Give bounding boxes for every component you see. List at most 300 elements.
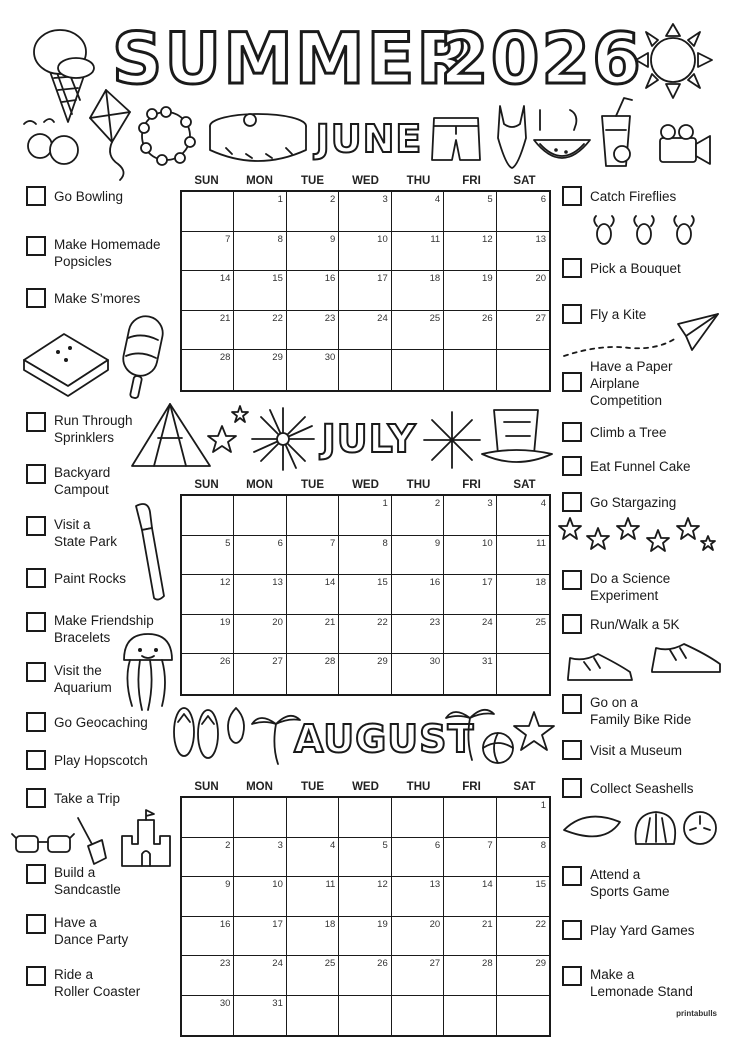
day-number: 4 bbox=[434, 194, 441, 205]
checkbox[interactable] bbox=[26, 288, 46, 308]
task-label: Go Bowling bbox=[54, 189, 124, 204]
task-eat-funnel-cake[interactable] bbox=[562, 456, 691, 476]
task-label: Make Homemade Popsicles bbox=[54, 237, 161, 269]
checkbox[interactable] bbox=[26, 864, 46, 884]
calendar-day-cell[interactable] bbox=[287, 192, 339, 232]
checkbox[interactable] bbox=[562, 372, 582, 392]
shovel-icon bbox=[68, 812, 108, 868]
calendar-empty-cell bbox=[497, 654, 549, 694]
calendar-day-cell[interactable] bbox=[444, 956, 496, 996]
day-number: 31 bbox=[272, 997, 283, 1009]
weekday-label: WED bbox=[352, 175, 379, 187]
checkbox[interactable] bbox=[562, 186, 582, 206]
day-number: 26 bbox=[219, 656, 231, 667]
sneakers-icon bbox=[564, 640, 724, 684]
day-number: 30 bbox=[219, 997, 231, 1009]
calendar-day-cell[interactable] bbox=[497, 496, 549, 536]
calendar-day-cell[interactable] bbox=[339, 575, 391, 615]
day-number: 11 bbox=[325, 879, 336, 890]
day-number: 28 bbox=[219, 352, 231, 363]
calendar-day-cell[interactable] bbox=[287, 956, 339, 996]
day-number: 2 bbox=[225, 839, 231, 851]
task-pick-a-bouquet[interactable] bbox=[562, 258, 681, 278]
task-attend-a-sports-game[interactable] bbox=[562, 866, 670, 900]
weekday-label: THU bbox=[406, 175, 431, 187]
calendar-day-cell[interactable] bbox=[287, 311, 339, 351]
task-run-through-sprinklers[interactable] bbox=[26, 412, 133, 446]
calendar-day-cell[interactable] bbox=[234, 192, 286, 232]
day-number: 1 bbox=[277, 194, 283, 205]
seashell-icon bbox=[222, 704, 250, 756]
calendar-day-cell[interactable] bbox=[339, 956, 391, 996]
checkbox[interactable] bbox=[26, 568, 46, 588]
weekday-label: TUE bbox=[301, 175, 324, 187]
day-number: 8 bbox=[382, 537, 388, 549]
day-number: 21 bbox=[482, 918, 493, 930]
calendar-empty-cell bbox=[182, 192, 234, 232]
task-label: Visit a Museum bbox=[590, 743, 683, 758]
day-number: 23 bbox=[429, 616, 441, 628]
calendar-day-cell[interactable] bbox=[392, 917, 444, 957]
day-number: 13 bbox=[429, 879, 441, 890]
task-label: Attend a Sports Game bbox=[590, 867, 670, 899]
checkbox[interactable] bbox=[26, 612, 46, 632]
checkbox[interactable] bbox=[562, 570, 582, 590]
task-build-a-sandcastle[interactable] bbox=[26, 864, 121, 898]
day-number: 16 bbox=[429, 577, 441, 588]
day-number: 3 bbox=[277, 839, 283, 851]
day-number: 18 bbox=[429, 273, 441, 284]
day-number: 19 bbox=[377, 918, 388, 930]
calendar-day-cell[interactable] bbox=[497, 232, 549, 272]
month-title-august: AUGUST bbox=[294, 717, 475, 761]
calendar-empty-cell bbox=[444, 798, 496, 838]
day-number: 12 bbox=[482, 233, 493, 245]
calendar-day-cell[interactable] bbox=[444, 192, 496, 232]
task-play-yard-games[interactable] bbox=[562, 920, 695, 940]
calendar-day-cell[interactable] bbox=[182, 575, 234, 615]
task-visit-a-state-park[interactable] bbox=[26, 516, 117, 550]
task-label: Have a Paper Airplane Competition bbox=[590, 359, 673, 408]
calendar-week-row bbox=[182, 271, 549, 311]
task-ride-a-roller-coaster[interactable] bbox=[26, 966, 140, 1000]
checkbox[interactable] bbox=[26, 966, 46, 986]
day-number: 25 bbox=[535, 616, 547, 628]
day-number: 10 bbox=[272, 879, 283, 890]
task-make-friendship-bracelets[interactable] bbox=[26, 612, 154, 646]
task-climb-a-tree[interactable] bbox=[562, 422, 667, 442]
calendar-day-cell[interactable] bbox=[234, 956, 286, 996]
calendar-day-cell[interactable] bbox=[339, 838, 391, 878]
starfish-icon bbox=[512, 710, 556, 754]
calendar-empty-cell bbox=[392, 798, 444, 838]
calendar-day-cell[interactable] bbox=[444, 311, 496, 351]
checkbox[interactable] bbox=[562, 422, 582, 442]
calendar-day-cell[interactable] bbox=[182, 271, 234, 311]
calendar-day-cell[interactable] bbox=[287, 654, 339, 694]
task-family-bike-ride[interactable] bbox=[562, 694, 691, 728]
day-number: 26 bbox=[482, 312, 493, 324]
calendar-day-cell[interactable] bbox=[182, 232, 234, 272]
calendar-day-cell[interactable] bbox=[234, 838, 286, 878]
calendar-day-cell[interactable] bbox=[339, 654, 391, 694]
calendar-day-cell[interactable] bbox=[182, 350, 234, 390]
weekday-label: THU bbox=[406, 479, 431, 491]
calendar-day-cell[interactable] bbox=[392, 575, 444, 615]
day-number: 5 bbox=[487, 194, 493, 205]
task-take-a-trip[interactable] bbox=[26, 788, 120, 808]
calendar-day-cell[interactable] bbox=[444, 917, 496, 957]
task-run-walk-a-5k[interactable] bbox=[562, 614, 680, 634]
calendar-day-cell[interactable] bbox=[182, 311, 234, 351]
day-number: 30 bbox=[429, 656, 441, 667]
checkbox[interactable] bbox=[26, 236, 46, 256]
task-make-homemade-popsicles[interactable] bbox=[26, 236, 161, 270]
calendar-day-cell[interactable] bbox=[182, 654, 234, 694]
bracelet-icon bbox=[136, 104, 196, 168]
day-number: 3 bbox=[382, 194, 388, 205]
calendar-week-row bbox=[182, 350, 549, 390]
calendar-empty-cell bbox=[497, 350, 549, 390]
calendar-week-row bbox=[182, 798, 549, 838]
sun-icon bbox=[628, 18, 718, 108]
calendar-empty-cell bbox=[444, 350, 496, 390]
day-number: 12 bbox=[219, 577, 231, 588]
day-number: 8 bbox=[540, 839, 547, 851]
calendar-empty-cell bbox=[339, 798, 391, 838]
calendar-week-row bbox=[182, 917, 549, 957]
calendar-day-cell[interactable] bbox=[339, 877, 391, 917]
calendar-day-cell[interactable] bbox=[444, 575, 496, 615]
calendar-week-row bbox=[182, 536, 549, 576]
calendar-day-cell[interactable] bbox=[287, 232, 339, 272]
task-catch-fireflies[interactable] bbox=[562, 186, 676, 206]
task-label: Go Stargazing bbox=[590, 495, 677, 510]
fireflies-icon bbox=[588, 212, 698, 252]
calendar-day-cell[interactable] bbox=[287, 350, 339, 390]
task-go-bowling[interactable] bbox=[26, 186, 123, 206]
checkbox[interactable] bbox=[26, 186, 46, 206]
calendar-day-cell[interactable] bbox=[287, 271, 339, 311]
day-number: 8 bbox=[277, 233, 283, 245]
calendar-day-cell[interactable] bbox=[234, 654, 286, 694]
task-go-stargazing[interactable] bbox=[562, 492, 676, 512]
sandwich-icon bbox=[16, 320, 116, 400]
day-number: 28 bbox=[482, 958, 493, 969]
task-go-geocaching[interactable] bbox=[26, 712, 148, 732]
checkbox[interactable] bbox=[562, 304, 582, 324]
task-paint-rocks[interactable] bbox=[26, 568, 126, 588]
flip-flops-icon bbox=[170, 704, 224, 762]
calendar-day-cell[interactable] bbox=[392, 232, 444, 272]
day-number: 16 bbox=[324, 273, 336, 284]
day-number: 1 bbox=[382, 498, 388, 509]
calendar-day-cell[interactable] bbox=[497, 536, 549, 576]
day-number: 23 bbox=[219, 958, 231, 969]
day-number: 6 bbox=[434, 839, 441, 851]
calendar-empty-cell bbox=[182, 496, 234, 536]
weekday-label: FRI bbox=[462, 781, 481, 793]
day-number: 30 bbox=[324, 352, 336, 363]
task-label: Collect Seashells bbox=[590, 781, 694, 796]
task-label: Paint Rocks bbox=[54, 571, 127, 586]
day-number: 5 bbox=[225, 537, 231, 549]
checkbox[interactable] bbox=[26, 914, 46, 934]
day-number: 17 bbox=[272, 918, 283, 930]
calendar-day-cell[interactable] bbox=[392, 192, 444, 232]
calendar-day-cell[interactable] bbox=[287, 615, 339, 655]
calendar-day-cell[interactable] bbox=[392, 496, 444, 536]
calendar-day-cell[interactable] bbox=[234, 536, 286, 576]
weekday-label: SUN bbox=[194, 175, 219, 187]
task-visit-a-museum[interactable] bbox=[562, 740, 682, 760]
calendar-day-cell[interactable] bbox=[287, 536, 339, 576]
task-label: Go Geocaching bbox=[54, 715, 148, 730]
day-number: 17 bbox=[377, 273, 388, 284]
day-number: 19 bbox=[482, 273, 493, 284]
calendar-day-cell[interactable] bbox=[444, 654, 496, 694]
calendar-day-cell[interactable] bbox=[339, 311, 391, 351]
day-number: 13 bbox=[272, 577, 283, 588]
calendar-day-cell[interactable] bbox=[234, 877, 286, 917]
checkbox[interactable] bbox=[562, 920, 582, 940]
day-number: 3 bbox=[487, 498, 493, 509]
calendar-day-cell[interactable] bbox=[444, 615, 496, 655]
calendar-day-cell[interactable] bbox=[444, 838, 496, 878]
calendar-day-cell[interactable] bbox=[339, 917, 391, 957]
day-number: 13 bbox=[535, 233, 547, 245]
day-number: 16 bbox=[219, 918, 231, 930]
task-label: Visit the Aquarium bbox=[54, 663, 112, 695]
paintbrush-icon bbox=[120, 500, 170, 604]
calendar-day-cell[interactable] bbox=[444, 877, 496, 917]
checkbox[interactable] bbox=[562, 966, 582, 986]
day-number: 27 bbox=[535, 312, 547, 324]
task-label: Backyard Campout bbox=[54, 465, 111, 497]
checkbox[interactable] bbox=[562, 614, 582, 634]
checkbox[interactable] bbox=[26, 516, 46, 536]
checkbox[interactable] bbox=[26, 750, 46, 770]
task-label: Catch Fireflies bbox=[590, 189, 677, 204]
task-paper-airplane-competition[interactable] bbox=[562, 358, 673, 409]
task-label: Make Friendship Bracelets bbox=[54, 613, 154, 645]
weekday-label: TUE bbox=[301, 479, 324, 491]
calendar-day-cell[interactable] bbox=[182, 996, 234, 1036]
calendar-day-cell[interactable] bbox=[234, 996, 286, 1036]
day-number: 7 bbox=[330, 537, 336, 549]
checkbox[interactable] bbox=[562, 456, 582, 476]
day-number: 20 bbox=[429, 918, 441, 930]
task-label: Take a Trip bbox=[54, 791, 121, 806]
checkbox[interactable] bbox=[26, 464, 46, 484]
calendar-empty-cell bbox=[234, 496, 286, 536]
day-number: 6 bbox=[540, 194, 547, 205]
camera-icon bbox=[654, 122, 716, 170]
task-backyard-campout[interactable] bbox=[26, 464, 110, 498]
star-icon bbox=[558, 514, 718, 560]
calendar-day-cell[interactable] bbox=[234, 575, 286, 615]
day-number: 10 bbox=[482, 537, 493, 549]
checkbox[interactable] bbox=[562, 492, 582, 512]
calendar-day-cell[interactable] bbox=[339, 232, 391, 272]
weekday-label: MON bbox=[246, 781, 273, 793]
checkbox[interactable] bbox=[562, 866, 582, 886]
day-number: 22 bbox=[535, 918, 547, 930]
calendar-day-cell[interactable] bbox=[287, 838, 339, 878]
hat-icon bbox=[480, 402, 560, 468]
calendar-day-cell[interactable] bbox=[287, 575, 339, 615]
task-have-a-dance-party[interactable] bbox=[26, 914, 128, 948]
calendar-day-cell[interactable] bbox=[392, 271, 444, 311]
checkbox[interactable] bbox=[562, 778, 582, 798]
day-number: 7 bbox=[225, 233, 231, 245]
swim-trunks-icon bbox=[428, 114, 484, 166]
calendar-day-cell[interactable] bbox=[234, 350, 286, 390]
calendar-day-cell[interactable] bbox=[497, 615, 549, 655]
task-label: Play Hopscotch bbox=[54, 753, 148, 768]
day-number: 5 bbox=[382, 839, 388, 851]
task-label: Eat Funnel Cake bbox=[590, 459, 691, 474]
calendar-day-cell[interactable] bbox=[182, 877, 234, 917]
calendar-day-cell[interactable] bbox=[497, 798, 549, 838]
calendar-day-cell[interactable] bbox=[182, 917, 234, 957]
calendar-day-cell[interactable] bbox=[339, 192, 391, 232]
calendar-day-cell[interactable] bbox=[234, 311, 286, 351]
day-number: 1 bbox=[540, 800, 547, 811]
day-number: 4 bbox=[330, 839, 336, 851]
checkbox[interactable] bbox=[562, 258, 582, 278]
calendar-day-cell[interactable] bbox=[444, 271, 496, 311]
calendar-grid bbox=[180, 796, 551, 1037]
calendar-day-cell[interactable] bbox=[497, 956, 549, 996]
calendar-empty-cell bbox=[392, 350, 444, 390]
calendar-day-cell[interactable] bbox=[234, 232, 286, 272]
day-number: 18 bbox=[535, 577, 547, 588]
checkbox[interactable] bbox=[26, 662, 46, 682]
calendar-day-cell[interactable] bbox=[392, 838, 444, 878]
calendar-week-row bbox=[182, 654, 549, 694]
calendar-week-row bbox=[182, 877, 549, 917]
checkbox[interactable] bbox=[26, 412, 46, 432]
calendar-empty-cell bbox=[234, 798, 286, 838]
task-fly-a-kite[interactable] bbox=[562, 304, 646, 324]
day-number: 29 bbox=[377, 656, 388, 667]
calendar-day-cell[interactable] bbox=[234, 917, 286, 957]
calendar-week-row bbox=[182, 615, 549, 655]
calendar-day-cell[interactable] bbox=[392, 536, 444, 576]
day-number: 18 bbox=[324, 918, 336, 930]
calendar-day-cell[interactable] bbox=[234, 615, 286, 655]
task-make-smores[interactable] bbox=[26, 288, 140, 308]
task-label: Go on a Family Bike Ride bbox=[590, 695, 692, 727]
calendar-day-cell[interactable] bbox=[182, 956, 234, 996]
calendar-day-cell[interactable] bbox=[392, 615, 444, 655]
day-number: 20 bbox=[535, 273, 547, 284]
day-number: 19 bbox=[219, 616, 231, 628]
calendar-day-cell[interactable] bbox=[497, 838, 549, 878]
calendar-day-cell[interactable] bbox=[287, 877, 339, 917]
calendar-week-row bbox=[182, 496, 549, 536]
calendar-day-cell[interactable] bbox=[497, 917, 549, 957]
calendar-day-cell[interactable] bbox=[444, 536, 496, 576]
calendar-week-row bbox=[182, 311, 549, 351]
calendar-day-cell[interactable] bbox=[392, 311, 444, 351]
calendar-day-cell[interactable] bbox=[182, 615, 234, 655]
month-title-june: JUNE bbox=[315, 117, 423, 161]
fireworks-icon bbox=[420, 408, 484, 472]
checkbox[interactable] bbox=[562, 740, 582, 760]
calendar-day-cell[interactable] bbox=[392, 956, 444, 996]
task-visit-the-aquarium[interactable] bbox=[26, 662, 112, 696]
weekday-label: TUE bbox=[301, 781, 324, 793]
title-year: 2026 bbox=[440, 18, 643, 100]
calendar-day-cell[interactable] bbox=[339, 615, 391, 655]
calendar-day-cell[interactable] bbox=[234, 271, 286, 311]
checkbox[interactable] bbox=[26, 712, 46, 732]
calendar-empty-cell bbox=[182, 798, 234, 838]
task-make-a-lemonade-stand[interactable] bbox=[562, 966, 693, 1000]
day-number: 2 bbox=[330, 194, 336, 205]
calendar-day-cell[interactable] bbox=[497, 271, 549, 311]
day-number: 14 bbox=[324, 577, 336, 588]
kite-icon bbox=[14, 84, 134, 184]
calendar-day-cell[interactable] bbox=[392, 877, 444, 917]
calendar-day-cell[interactable] bbox=[392, 654, 444, 694]
calendar-day-cell[interactable] bbox=[287, 917, 339, 957]
task-play-hopscotch[interactable] bbox=[26, 750, 148, 770]
calendar-day-cell[interactable] bbox=[497, 575, 549, 615]
task-do-a-science-experiment[interactable] bbox=[562, 570, 670, 604]
task-collect-seashells[interactable] bbox=[562, 778, 694, 798]
calendar-empty-cell bbox=[287, 496, 339, 536]
calendar-day-cell[interactable] bbox=[339, 496, 391, 536]
calendar-day-cell[interactable] bbox=[339, 271, 391, 311]
weekday-label: SAT bbox=[513, 175, 536, 187]
calendar-day-cell[interactable] bbox=[182, 536, 234, 576]
lemonade-icon bbox=[596, 96, 636, 170]
calendar-grid bbox=[180, 190, 551, 392]
checkbox[interactable] bbox=[26, 788, 46, 808]
calendar-day-cell[interactable] bbox=[497, 877, 549, 917]
calendar-day-cell[interactable] bbox=[497, 311, 549, 351]
weekday-label: SAT bbox=[513, 479, 536, 491]
day-number: 14 bbox=[219, 273, 231, 284]
weekday-header bbox=[180, 476, 551, 494]
day-number: 22 bbox=[377, 616, 388, 628]
day-number: 4 bbox=[540, 498, 547, 509]
calendar-day-cell[interactable] bbox=[182, 838, 234, 878]
day-number: 14 bbox=[482, 879, 493, 890]
day-number: 29 bbox=[535, 958, 547, 969]
day-number: 24 bbox=[482, 616, 493, 628]
task-label: Visit a State Park bbox=[54, 517, 118, 549]
checkbox[interactable] bbox=[562, 694, 582, 714]
calendar-day-cell[interactable] bbox=[497, 192, 549, 232]
task-label: Build a Sandcastle bbox=[54, 865, 121, 897]
day-number: 23 bbox=[324, 312, 336, 324]
task-label: Fly a Kite bbox=[590, 307, 647, 322]
calendar-week-row bbox=[182, 575, 549, 615]
fireworks-icon bbox=[248, 404, 318, 474]
day-number: 17 bbox=[482, 577, 493, 588]
calendar-day-cell[interactable] bbox=[444, 232, 496, 272]
weekday-label: WED bbox=[352, 781, 379, 793]
task-label: Run/Walk a 5K bbox=[590, 617, 680, 632]
calendar-day-cell[interactable] bbox=[339, 536, 391, 576]
calendar-day-cell[interactable] bbox=[444, 496, 496, 536]
day-number: 24 bbox=[272, 958, 283, 969]
day-number: 21 bbox=[219, 312, 231, 324]
